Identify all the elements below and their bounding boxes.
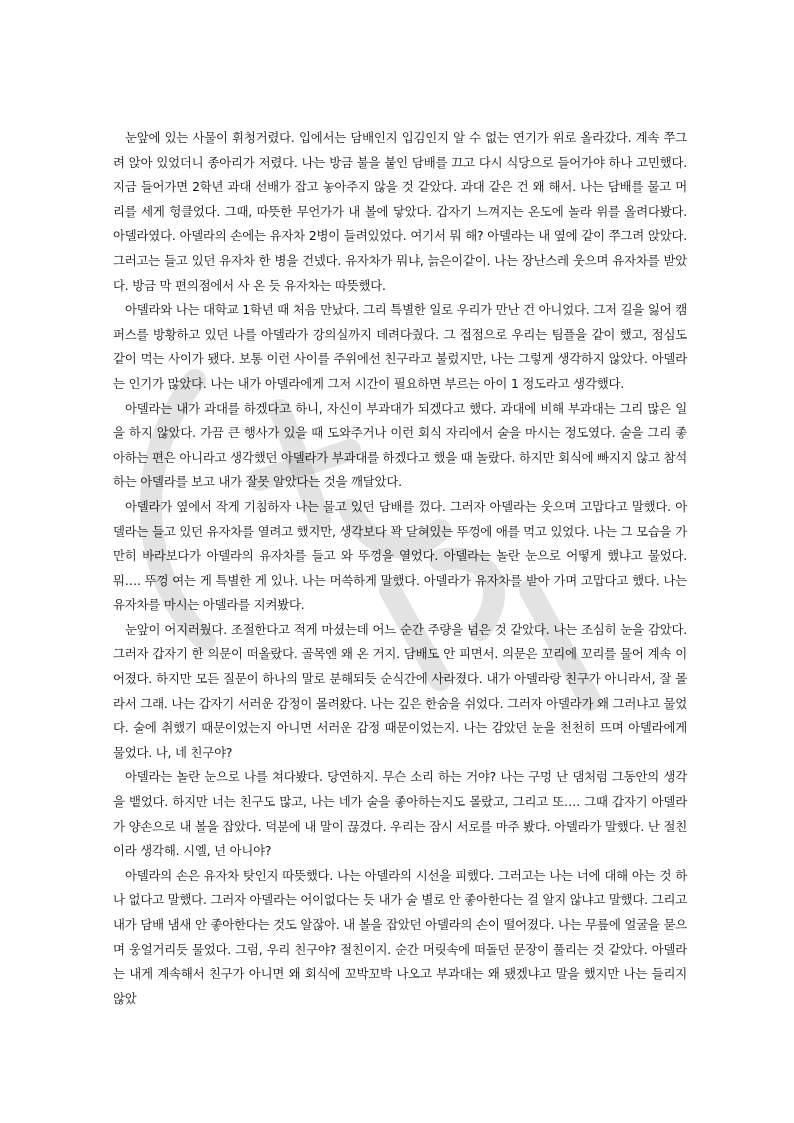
body-text	[113, 126, 687, 1011]
paragraph-4: 아델라가 옆에서 작게 기침하자 나는 물고 있던 담배를 껐다. 그러자 아델라는 웃으며 고맙다고 말했다. 아델라는 들고 있던 유자차를 열려고 했지만, 생각보다 꽉 닫혀있는 뚜껑에 애를 먹고 있었다. 나는 그 모습을 가만히 바라보다가 아델라의 유자차를 들고 와 뚜껑을 열었다. 아델라는 놀란 눈으로 어떻게 했냐고 물었다. 뭐…. 뚜껑 여는 게 특별한 게 있나. 나는 머쓱하게 말했다. 아델라가 유자차를 받아 가며 고맙다고 했다. 나는 유자차를 마시는 아델라를 지켜봤다.	[113, 498, 687, 613]
paragraph-2: 아델라와 나는 대학교 1학년 때 처음 만났다. 그리 특별한 일로 우리가 만난 건 아니었다. 그저 길을 잃어 캠퍼스를 방황하고 있던 나를 아델라가 강의실까지 데려다줬다. 그 접점으로 우리는 팀플을 같이 했고, 점심도 같이 먹는 사이가 됐다. 보통 이런 사이를 주위에선 친구라고 불렀지만, 나는 그렇게 생각하지 않았다. 아델라는 인기가 많았다. 나는 내가 아델라에게 그저 시간이 필요하면 부르는 아이 1 정도라고 생각했다.	[113, 302, 687, 391]
paragraph-6: 아델라는 놀란 눈으로 나를 쳐다봤다. 당연하지. 무슨 소리 하는 거야? 나는 구멍 난 댐처럼 그동안의 생각을 뱉었다. 하지만 너는 친구도 많고, 나는 네가 술을 좋아하는지도 몰랐고, 그리고 또…. 그때 갑자기 아델라가 양손으로 내 볼을 잡았다. 덕분에 내 말이 끊겼다. 우리는 잠시 서로를 마주 봤다. 아델라가 말했다. 난 절친이라 생각해. 시엘, 넌 아니야?	[113, 769, 687, 859]
paragraph-3: 아델라는 내가 과대를 하겠다고 하니, 자신이 부과대가 되겠다고 했다. 과대에 비해 부과대는 그리 많은 일을 하지 않았다. 가끔 큰 행사가 있을 때 도와주거나 이런 회식 자리에서 술을 마시는 정도였다. 술을 그리 좋아하는 편은 아니라고 생각했던 아델라가 부과대를 하겠다고 했을 때 놀랐다. 하지만 회식에 빠지지 않고 참석하는 아델라를 보고 내가 잘못 알았다는 것을 깨달았다.	[113, 400, 687, 490]
paragraph-7: 아델라의 손은 유자차 탓인지 따뜻했다. 나는 아델라의 시선을 피했다. 그러고는 나는 너에 대해 아는 것 하나 없다고 말했다. 그러자 아델라는 어이없다는 듯 내가 술 별로 안 좋아한다는 걸 알지 않냐고 말했다. 그리고 내가 담배 냄새 안 좋아한다는 것도 알잖아. 내 볼을 잡았던 아델라의 손이 떨어졌다. 나는 무릎에 얼굴을 묻으며 웅얼거리듯 물었다. 그럼, 우리 친구야? 절친이지. 순간 머릿속에 떠돌던 문장이 풀리는 것 같았다. 아델라는 내게 계속해서 친구가 아니면 왜 회식에 꼬박꼬박 나오고 부과대는 왜 됐겠냐고 말을 했지만 나는 들리지 않았	[113, 867, 687, 1006]
paragraph-1: 눈앞에 있는 사물이 휘청거렸다. 입에서는 담배인지 입김인지 알 수 없는 연기가 위로 올라갔다. 계속 쭈그려 앉아 있었더니 종아리가 저렸다. 나는 방금 불을 붙인 담배를 끄고 다시 식당으로 들어가야 하나 고민했다. 지금 들어가면 2학년 과대 선배가 잡고 놓아주지 않을 것 같았다. 과대 같은 건 왜 해서. 나는 담배를 물고 머리를 세게 헝클었다. 그때, 따뜻한 무언가가 내 볼에 닿았다. 갑자기 느껴지는 온도에 놀라 위를 올려다봤다. 아델라였다. 아델라의 손에는 유자차 2병이 들려있었다. 여기서 뭐 해? 아델라는 내 옆에 같이 쭈그려 앉았다. 그러고는 들고 있던 유자차 한 병을 건넸다. 유자차가 뭐냐, 늙은이같이. 나는 장난스레 웃으며 유자차를 받았다. 방금 막 편의점에서 사 온 듯 유자차는 따뜻했다.	[113, 130, 687, 293]
paragraph-5: 눈앞이 어지러웠다. 조절한다고 적게 마셨는데 어느 순간 주량을 넘은 것 같았다. 나는 조심히 눈을 감았다. 그러자 갑자기 한 의문이 떠올랐다. 골목엔 왜 온 거지. 담배도 안 피면서. 의문은 꼬리에 꼬리를 물어 계속 이어졌다. 하지만 모든 질문이 하나의 말로 분해되듯 순식간에 사라졌다. 내가 아델라랑 친구가 아니라서, 잘 몰라서 그래. 나는 갑자기 서러운 감정이 몰려왔다. 나는 깊은 한숨을 쉬었다. 그러자 아델라가 왜 그러냐고 물었다. 술에 취했기 때문이었는지 아니면 서러운 감정 때문이었는지. 나는 감았던 눈을 천천히 뜨며 아델라에게 물었다. 나, 네 친구야?	[113, 621, 687, 760]
